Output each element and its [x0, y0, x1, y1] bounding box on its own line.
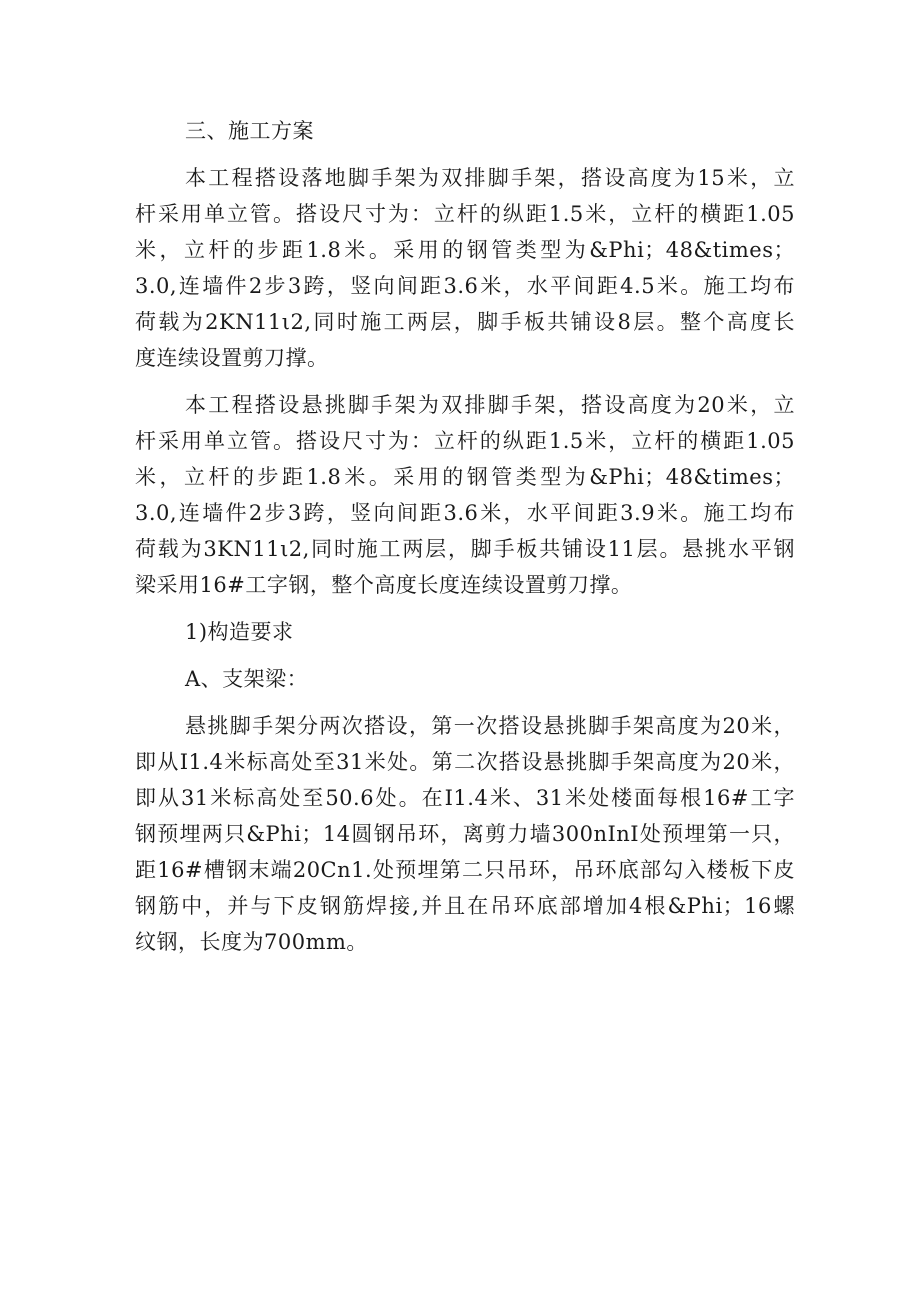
paragraph-line: 杆采用单立管。搭设尺寸为：立杆的纵距1.5米，立杆的横距1.05: [135, 202, 795, 226]
paragraph-line: 纹钢，长度为700mm。: [135, 930, 368, 954]
paragraph-cantilever-scaffold: [135, 387, 795, 603]
document-body: [135, 113, 795, 960]
paragraph-line: 即从I1.4米标高处至31米处。第二次搭设悬挑脚手架高度为20米，: [135, 750, 795, 774]
paragraph-line: 本工程搭设落地脚手架为双排脚手架，搭设高度为15米，立: [185, 166, 795, 190]
paragraph-line: 度连续设置剪刀撑。: [135, 346, 329, 370]
paragraph-line: 米，立杆的步距1.8米。采用的钢管类型为&Phi；48&times；: [135, 238, 795, 262]
paragraph-support-beam: [135, 708, 795, 960]
paragraph-line: 距16#槽钢末端20Cn1.处预埋第二只吊环，吊环底部勾入楼板下皮: [135, 858, 795, 882]
paragraph-line: 3.0,连墙件2步3跨，竖向间距3.6米，水平间距4.5米。施工均布: [135, 274, 795, 298]
paragraph-line: 钢预埋两只&Phi；14圆钢吊环，离剪力墙300nInI处预埋第一只，: [135, 822, 795, 846]
paragraph-line: 3.0,连墙件2步3跨，竖向间距3.6米，水平间距3.9米。施工均布: [135, 501, 795, 525]
paragraph-line: 即从31米标高处至50.6处。在I1.4米、31米处楼面每根16#工字: [135, 786, 795, 810]
section-heading: 三、施工方案: [185, 119, 314, 143]
paragraph-line: 荷载为3KN11ι2,同时施工两层，脚手板共铺设11层。悬挑水平钢: [135, 537, 795, 561]
paragraph-line: 米，立杆的步距1.8米。采用的钢管类型为&Phi；48&times；: [135, 465, 795, 489]
paragraph-line: 梁采用16#工字钢，整个高度长度连续设置剪刀撑。: [135, 573, 633, 597]
subheading-construction-requirements: 1)构造要求: [185, 620, 294, 644]
paragraph-line: 悬挑脚手架分两次搭设，第一次搭设悬挑脚手架高度为20米，: [185, 714, 795, 738]
paragraph-line: 荷载为2KN11ι2,同时施工两层，脚手板共铺设8层。整个高度长: [135, 310, 795, 334]
paragraph-line: 钢筋中，并与下皮钢筋焊接,并且在吊环底部增加4根&Phi；16螺: [135, 894, 795, 918]
paragraph-line: 杆采用单立管。搭设尺寸为：立杆的纵距1.5米，立杆的横距1.05: [135, 429, 795, 453]
paragraph-line: 本工程搭设悬挑脚手架为双排脚手架，搭设高度为20米，立: [185, 393, 795, 417]
subheading-support-beam: A、支架梁：: [185, 667, 309, 691]
paragraph-ground-scaffold: [135, 160, 795, 376]
